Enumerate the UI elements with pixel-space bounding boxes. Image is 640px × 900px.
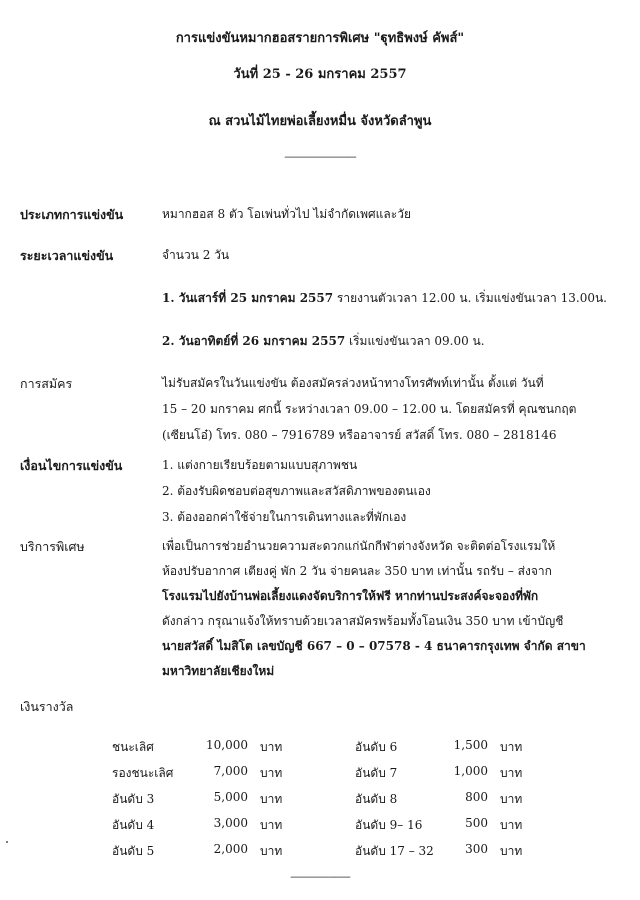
prize-currency: บาท <box>260 792 283 806</box>
registration-line-3: (เซียนโอ๋) โทร. 080 – 7916789 หรืออาจารย์ สวัสดิ์ โทร. 080 – 2818146 <box>162 428 557 442</box>
header-separator: ------------------------------ <box>284 152 356 163</box>
conditions-label: เงื่อนไขการแข่งขัน <box>20 458 123 473</box>
event-date: วันที่ 25 - 26 มกราคม 2557 <box>233 67 407 82</box>
prize-currency: บาท <box>260 818 283 832</box>
prize-row <box>0 790 640 808</box>
prize-place: อันดับ 7 <box>355 766 398 780</box>
prize-amount: 1,500 <box>453 738 488 752</box>
day2-times: เริ่มแข่งขันเวลา 09.00 น. <box>345 334 485 348</box>
footer-separator: ------------------------- <box>290 872 350 883</box>
prize-amount: 800 <box>465 790 488 804</box>
prize-currency: บาท <box>260 740 283 754</box>
document-title: การแข่งขันหมากฮอสรายการพิเศษ "ฐุทธิพงษ์ คัพส์" <box>175 31 465 46</box>
prize-currency: บาท <box>500 818 523 832</box>
prize-row <box>0 816 640 834</box>
prize-amount: 10,000 <box>206 738 248 752</box>
prize-amount: 7,000 <box>213 764 248 778</box>
day1-date: 1. วันเสาร์ที่ 25 มกราคม 2557 <box>162 291 334 305</box>
prize-currency: บาท <box>500 740 523 754</box>
prize-currency: บาท <box>260 844 283 858</box>
prize-currency: บาท <box>260 766 283 780</box>
prize-amount: 500 <box>465 816 488 830</box>
scan-speck <box>6 841 8 843</box>
prize-place: อันดับ 6 <box>355 740 398 754</box>
registration-line-2: 15 – 20 มกราคม ศกนี้ ระหว่างเวลา 09.00 – 12.00 น. โดยสมัครที่ คุณชนกฤต <box>162 402 577 416</box>
type-text: หมากฮอส 8 ตัว โอเพ่นทั่วไป ไม่จำกัดเพศและวัย <box>162 207 411 221</box>
condition-item: 3. ต้องออกค่าใช้จ่ายในการเดินทางและที่พักเอง <box>162 510 407 524</box>
type-label: ประเภทการแข่งขัน <box>20 207 124 222</box>
services-line-4: ดังกล่าว กรุณาแจ้งให้ทราบด้วยเวลาสมัครพร้อมทั้งโอนเงิน 350 บาท เข้าบัญชี <box>162 614 564 628</box>
prize-amount: 3,000 <box>213 816 248 830</box>
condition-item: 2. ต้องรับผิดชอบต่อสุขภาพและสวัสดิภาพของตนเอง <box>162 484 431 498</box>
prize-place: อันดับ 9– 16 <box>355 818 423 832</box>
prize-amount: 5,000 <box>213 790 248 804</box>
prize-place: ชนะเลิศ <box>112 740 154 754</box>
services-label: บริการพิเศษ <box>20 539 85 554</box>
prize-place: อันดับ 4 <box>112 818 155 832</box>
prize-amount: 2,000 <box>213 842 248 856</box>
day2-date: 2. วันอาทิตย์ที่ 26 มกราคม 2557 <box>162 334 346 348</box>
registration-line-1: ไม่รับสมัครในวันแข่งขัน ต้องสมัครล่วงหน้าทางโทรศัพท์เท่านั้น ตั้งแต่ วันที่ <box>162 376 544 390</box>
day1-schedule <box>162 289 607 308</box>
day1-times: รายงานตัวเวลา 12.00 น. เริ่มแข่งขันเวลา 13.00น. <box>333 291 607 305</box>
event-venue: ณ สวนไม้ไทยพ่อเลี้ยงหมื่น จังหวัดลำพูน <box>208 114 432 129</box>
prize-currency: บาท <box>500 792 523 806</box>
duration-label: ระยะเวลาแข่งขัน <box>20 248 114 263</box>
prize-row <box>0 738 640 756</box>
services-line-1: เพื่อเป็นการช่วยอำนวยความสะดวกแก่นักกีฬาต่างจังหวัด จะติดต่อโรงแรมให้ <box>162 539 556 553</box>
duration-text: จำนวน 2 วัน <box>162 248 230 262</box>
prize-place: อันดับ 8 <box>355 792 398 806</box>
prize-place: อันดับ 17 – 32 <box>355 844 434 858</box>
prize-amount: 1,000 <box>453 764 488 778</box>
services-line-3: โรงแรมไปยังบ้านพ่อเลี้ยงแดงจัดบริการให้ฟรี หากท่านประสงค์จะจองที่พัก <box>162 589 539 603</box>
prize-row <box>0 764 640 782</box>
prize-currency: บาท <box>500 766 523 780</box>
prize-place: รองชนะเลิศ <box>112 766 174 780</box>
prize-place: อันดับ 3 <box>112 792 155 806</box>
services-line-6: มหาวิทยาลัยเชียงใหม่ <box>162 664 275 678</box>
day2-schedule <box>162 332 485 351</box>
prize-amount: 300 <box>465 842 488 856</box>
services-line-5: นายสวัสดิ์ ไมสิโต เลขบัญชี 667 – 0 – 07578 - 4 ธนาคารกรุงเทพ จำกัด สาขา <box>162 639 586 653</box>
registration-label: การสมัคร <box>20 376 73 391</box>
prizes-label: เงินรางวัล <box>20 699 74 714</box>
prize-row <box>0 842 640 860</box>
services-line-2: ห้องปรับอากาศ เตียงคู่ พัก 2 วัน จ่ายคนละ 350 บาท เท่านั้น รถรับ – ส่งจาก <box>162 564 552 578</box>
prize-currency: บาท <box>500 844 523 858</box>
prize-place: อันดับ 5 <box>112 844 155 858</box>
condition-item: 1. แต่งกายเรียบร้อยตามแบบสุภาพชน <box>162 458 358 472</box>
